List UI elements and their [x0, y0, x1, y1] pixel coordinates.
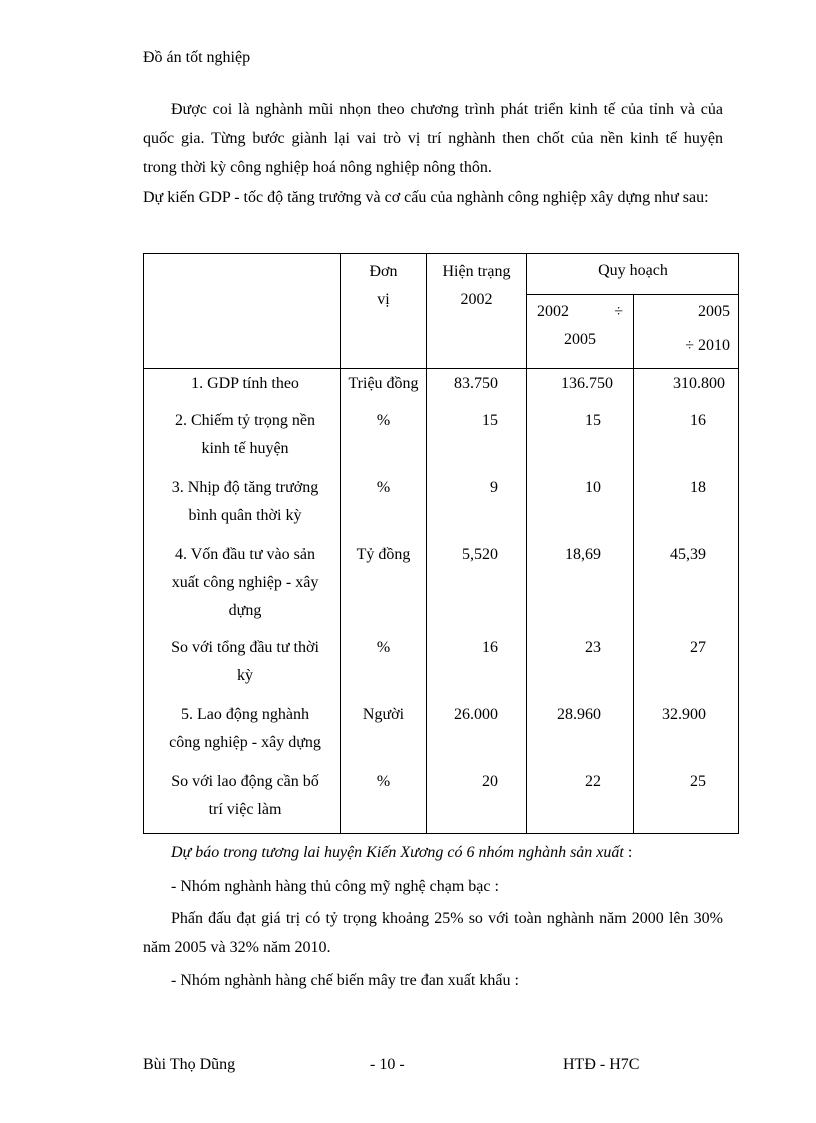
row-label [152, 407, 338, 463]
row-current: 16 [482, 639, 498, 656]
row-plan-2005: 23 [585, 639, 601, 656]
forecast-text: Dự báo trong tương lai huyện Kiến Xương có 6 nhóm nghành sản xuất [171, 844, 624, 861]
row-label-line: kinh tế huyện [201, 440, 289, 457]
row-plan-2005: 28.960 [557, 706, 601, 723]
row-unit: Người [362, 706, 405, 723]
row-label [152, 370, 338, 398]
row-plan-2010: 32.900 [662, 706, 706, 723]
footer-author: Bùi Thọ Dũng [143, 1056, 236, 1073]
row-label-line: 4. Vốn đầu tư vào sản [175, 546, 315, 563]
row-plan-2005: 22 [585, 773, 601, 790]
row-plan-2005: 10 [585, 479, 601, 496]
goal-paragraph [143, 904, 723, 962]
goal-line-1: Phấn đấu đạt giá trị có tỷ trọng khoảng 25% so với toàn nghành năm 2000 lên 30% [171, 910, 723, 927]
row-label-line: trí việc làm [208, 801, 282, 818]
intro-line-2: quốc gia. Từng bước giành lại vai trò vị trí nghành then chốt của nền kinh tế huyện [143, 130, 723, 147]
row-plan-2005: 136.750 [561, 375, 613, 392]
row-unit: % [376, 773, 391, 790]
row-current: 20 [482, 773, 498, 790]
row-label-line: 3. Nhịp độ tăng trưởng [171, 479, 319, 496]
row-current: 26.000 [454, 706, 498, 723]
row-label-line: 5. Lao động nghành [181, 706, 309, 723]
row-divider [526, 294, 738, 295]
current-header: Hiện trạng 2002 [442, 263, 511, 308]
row-plan-2010: 25 [690, 773, 706, 790]
header-divider [144, 368, 738, 369]
table-intro: Dự kiến GDP - tốc độ tăng trưởng và cơ cấu của nghành công nghiệp xây dựng như sau: [143, 189, 709, 206]
row-label [152, 541, 338, 625]
period-2005-2010-header: 2005 ÷ 2010 [685, 303, 730, 354]
plan-header: Quy hoạch [598, 262, 668, 279]
intro-line-1: Được coi là nghành mũi nhọn theo chương trình phát triển kinh tế của tỉnh và của [171, 101, 723, 118]
row-current: 83.750 [454, 375, 498, 392]
row-unit: Tỷ đồng [356, 546, 411, 563]
bullet-item: - Nhóm nghành hàng chế biến mây tre đan xuất khẩu : [171, 972, 519, 989]
forecast-line [143, 838, 723, 867]
row-label-line: dựng [228, 602, 262, 619]
row-plan-2005: 15 [585, 412, 601, 429]
row-plan-2010: 45,39 [670, 546, 706, 563]
row-plan-2005: 18,69 [565, 546, 601, 563]
intro-paragraph [143, 95, 723, 182]
row-label-line: xuất công nghiệp - xây [171, 574, 319, 591]
row-label-line: kỳ [237, 667, 253, 684]
row-label [152, 701, 338, 757]
row-label-line: bình quân thời kỳ [188, 507, 302, 524]
row-unit: % [376, 479, 391, 496]
goal-line-2: năm 2005 và 32% năm 2010. [143, 939, 331, 956]
gdp-table [143, 253, 739, 834]
row-current: 5,520 [462, 546, 498, 563]
row-label-line: 1. GDP tính theo [191, 375, 299, 392]
row-label-line: So với lao động cần bố [171, 773, 319, 790]
period-2002-2005-header: 2002 ÷ 2005 [537, 303, 623, 348]
row-label-line: công nghiệp - xây dựng [169, 734, 321, 751]
footer-class: HTĐ - H7C [563, 1056, 640, 1073]
row-plan-2010: 27 [690, 639, 706, 656]
row-label [152, 768, 338, 824]
bullet-item: - Nhóm nghành hàng thủ công mỹ nghệ chạm bạc : [171, 878, 499, 895]
row-current: 9 [490, 479, 498, 496]
forecast-colon: : [623, 844, 633, 861]
intro-line-3: trong thời kỳ công nghiệp hoá nông nghiệp nông thôn. [143, 159, 492, 176]
row-label-line: 2. Chiếm tỷ trọng nền [175, 412, 315, 429]
row-label [152, 634, 338, 690]
row-plan-2010: 18 [690, 479, 706, 496]
row-plan-2010: 310.800 [673, 375, 725, 392]
row-plan-2010: 16 [690, 412, 706, 429]
row-label [152, 474, 338, 530]
row-label-line: So với tổng đầu tư thời [171, 639, 319, 656]
page-header: Đồ án tốt nghiệp [143, 49, 251, 66]
footer-page-number: - 10 - [370, 1056, 405, 1073]
row-unit: Triệu đồng [348, 375, 419, 392]
row-unit: % [376, 412, 391, 429]
row-current: 15 [482, 412, 498, 429]
row-unit: % [376, 639, 391, 656]
unit-header: Đơn vị [369, 263, 398, 308]
